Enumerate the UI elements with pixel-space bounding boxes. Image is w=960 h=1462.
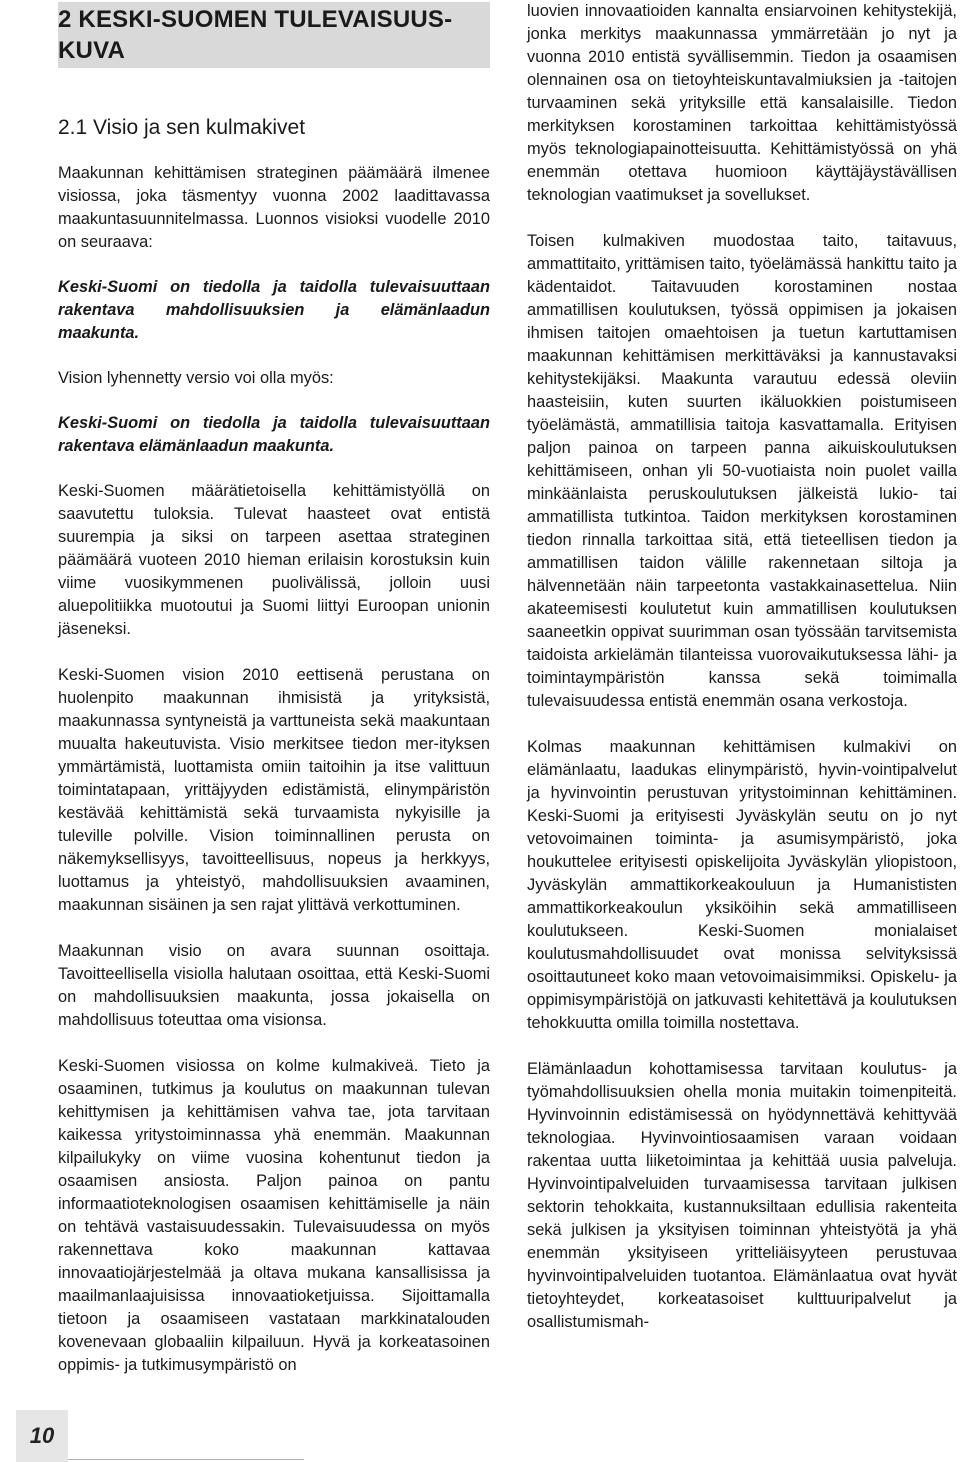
paragraph: Keski-Suomen määrätietoisella kehittämistyöllä on saavutettu tuloksia. Tulevat haasteet ovat entistä suurempia ja siksi on tarpeen asettaa strateginen päämäärä vuoteen 2010 hieman erilaisin korostuksin kuin viime vuosikymmenen puolivälissä, jolloin uusi aluepolitiikka muotoutui ja Suomi liittyi Euroopan unionin jäseneksi. (58, 482, 490, 638)
vision-statement-short: Keski-Suomi on tiedolla ja taidolla tulevaisuuttaan rakentava elämänlaadun maakunta. (58, 414, 490, 455)
paragraph: Kolmas maakunnan kehittämisen kulmakivi on elämänlaatu, laadukas elinympäristö, hyvin-vointipalvelut ja hyvinvointin perustuvan yritystoiminnan kehittäminen. Keski-Suomi ja erityisesti Jyväskylän seutu on jo nyt vetovoimainen toiminta- ja asumisympäristö, joka houkuttelee erityisesti opiskelijoita Jyväskylän yliopistoon, Jyväskylän ammattikorkeakouluun ja Humanististen ammattikorkeakoulun yksiköihin sekä ammatilliseen koulutukseen. Keski-Suomen monialaiset koulutusmahdollisuudet ovat monissa selvityksissä osoittautuneet koko maan vetovoimaisimmiksi. Opiskelu- ja oppimisympäristöjä on jatkuvasti kehitettävä ja koulutuksen tehokkuutta omilla toimilla nostettava. (527, 738, 957, 1032)
left-column (58, 0, 490, 1377)
paragraph: Maakunnan kehittämisen strateginen päämäärä ilmenee visiossa, joka täsmentyy vuonna 2002 laadittavassa maakuntasuunnitelmassa. Luonnos visioksi vuodelle 2010 on seuraava: (58, 164, 490, 251)
section-title: 2.1 Visio ja sen kulmakivet (58, 116, 306, 139)
paragraph: Toisen kulmakiven muodostaa taito, taitavuus, ammattitaito, yrittämisen taito, työelämässä hankittu taito ja kädentaidot. Taitavuuden korostaminen nostaa ammatillisen koulutuksen, työssä oppimisen ja jokaisen ihmisen taitojen omaehtoisen ja tuetun kartuttamisen maakunnan kehittämisen merkittäväksi ja kannustavaksi kehitystekijäksi. Maakunta varautuu edessä oleviin haasteisiin, kuten suurten ikäluokkien poistumiseen työelämästä, ammatillisia taitoja kasvattamalla. Erityisen paljon painoa on tarpeen panna aikuiskoulutuksen kehittämiseen, onhan yli 50-vuotiaista noin puolet vailla minkäänlaista peruskoulutuksen jälkeistä lukio- tai ammatillista tutkintoa. Taidon merkityksen korostaminen tiedon rinnalla tarkoittaa sitä, että tieteellisen tiedon ja ammatillisen taidon välille rakennetaan siltoja ja hälvennetään näin tarpeetonta vastakkainasettelua. Niin akateemisesti koulutetut kuin ammatillisen koulutuksen saaneetkin oppivat suurimman osan työssään tarvitsemista taidoista arkielämän tilanteissa vuorovaikutuksessa lähi- ja toimintaympäristön kanssa sekä toimimalla tulevaisuudessa entistä enemmän osana verkostoja. (527, 232, 957, 710)
page-number: 10 (16, 1410, 68, 1462)
chapter-heading-bar (58, 2, 490, 68)
right-column (527, 0, 957, 1334)
paragraph: luovien innovaatioiden kannalta ensiarvoinen kehitystekijä, jonka merkitys maakunnassa ymmärretään jo nyt ja vuonna 2010 entistä syvällisemmin. Tiedon ja osaamisen olennainen osa on tietoyhteiskuntavalmiuksien ja -taitojen turvaaminen sekä yrityksille että kansalaisille. Tiedon merkityksen korostaminen tarkoittaa kehittämistyössä myös teknologiapainotteisuutta. Kehittämistyössä on yhä enemmän otettava huomioon käyttäjäystävällisen teknologian vaatimukset ja sovellukset. (527, 2, 957, 204)
paragraph: Elämänlaadun kohottamisessa tarvitaan koulutus- ja työmahdollisuuksien ohella monia muitakin toimenpiteitä. Hyvinvoinnin edistämisessä on hyödynnettävä kehittyvää teknologiaa. Hyvinvointiosaamisen varaan voidaan rakentaa uutta liiketoimintaa ja kehittää uusia palveluja. Hyvinvointipalveluiden turvaamisessa tarvitaan julkisen sektorin tehokkaita, kustannuksiltaan edullisia rakenteita sekä julkisen ja yksityisen toiminnan yhteistyötä ja yhä enemmän yksityiseen yritteliäisyyteen perustuvaa hyvinvointipalveluiden tuotantoa. Elämänlaatua ovat hyvät tietoyhteydet, korkeatasoiset kulttuuripalvelut ja osallistumismah- (527, 1060, 957, 1331)
paragraph: Vision lyhennetty versio voi olla myös: (58, 369, 334, 387)
paragraph: Maakunnan visio on avara suunnan osoittaja. Tavoitteellisella visiolla halutaan osoittaa, että Keski-Suomi on mahdollisuuksien maakunta, jossa jokaisella on mahdollisuus toteuttaa oma visionsa. (58, 942, 490, 1029)
page-footer (16, 1410, 304, 1462)
paragraph: Keski-Suomen vision 2010 eettisenä perustana on huolenpito maakunnan ihmisistä ja yrityksistä, maakunnassa syntyneistä ja varttuneista sekä maakuntaan muualta hakeutuvista. Visio merkitsee tiedon mer-ityksen ymmärtämistä, luottamista omiin taitoihin ja itse valittuun toimintatapaan, yrittäjyyden edistämistä, elinympäristön kestävää kehittämistä sekä turvaamista nykyisille ja tuleville polville. Vision toiminnallinen perusta on näkemyksellisyys, tavoitteellisuus, nopeus ja herkkyys, luottamus ja yhteistyö, mahdollisuuksien avaaminen, maakunnan sisäinen ja sen rajat ylittävä verkottuminen. (58, 666, 490, 914)
vision-statement: Keski-Suomi on tiedolla ja taidolla tulevaisuuttaan rakentava mahdollisuuksien ja elämänlaadun maakunta. (58, 278, 490, 342)
chapter-title: 2 KESKI-SUOMEN TULEVAISUUS-KUVA (58, 6, 453, 64)
paragraph: Keski-Suomen visiossa on kolme kulmakiveä. Tieto ja osaaminen, tutkimus ja koulutus on maakunnan tulevan kehittymisen ja kehittämisen vahva tae, jota tarvitaan kaikessa yritystoiminnassa yhä enemmän. Maakunnan kilpailukyky on viime vuosina kohentunut tiedon ja osaamisen ansiosta. Paljon painoa on pantu informaatioteknologisen osaamisen kehittämiselle ja näin on tehtävä vastaisuudessakin. Tulevaisuudessa on myös rakennettava koko maakunnan kattavaa innovaatiojärjestelmää ja oltava mukana kansallisissa ja maailmanlaajuisissa innovaatioketjuissa. Sijoittamalla tietoon ja osaamiseen vastataan markkinatalouden kovenevaan globaaliin kilpailuun. Hyvä ja korkeatasoinen oppimis- ja tutkimusympäristö on (58, 1057, 490, 1374)
